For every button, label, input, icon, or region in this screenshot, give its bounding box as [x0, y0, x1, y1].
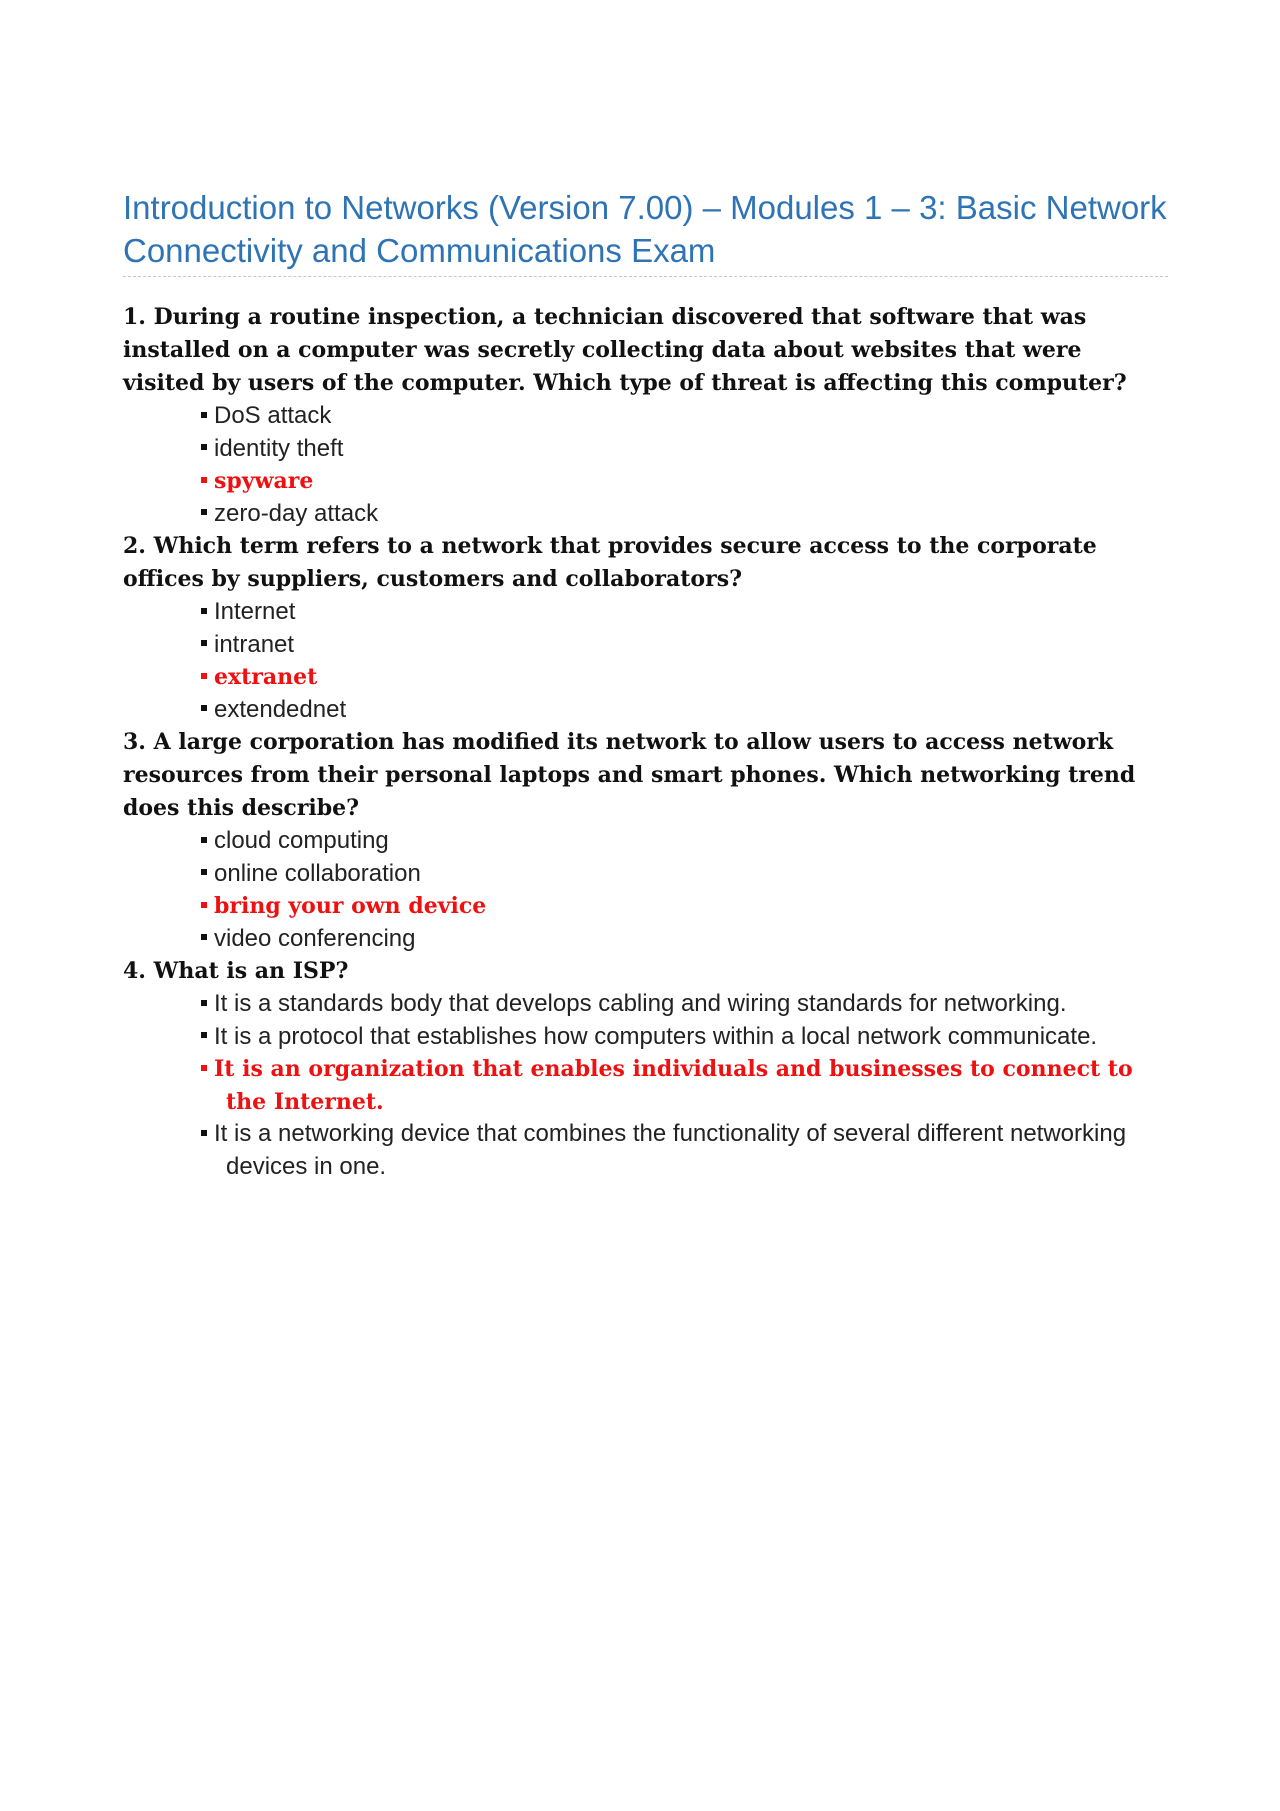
answer-option: It is a protocol that establishes how computers within a local network communicate. [186, 1021, 1168, 1054]
answer-option: intranet [186, 629, 1168, 662]
bullet-icon [201, 1032, 207, 1038]
correct-answer-option: extranet [186, 661, 1168, 694]
document-page [123, 186, 1168, 1183]
bullet-icon [201, 412, 207, 418]
answer-option: cloud computing [186, 825, 1168, 858]
answer-options [123, 596, 1168, 726]
question-1 [123, 301, 1168, 530]
correct-answer-option: It is an organization that enables individuals and businesses to connect to the Internet. [186, 1053, 1168, 1118]
bullet-icon [201, 673, 207, 679]
bullet-icon [201, 705, 207, 711]
question-text: 4. What is an ISP? [123, 958, 349, 984]
bullet-icon [201, 934, 207, 940]
bullet-icon [201, 1065, 207, 1071]
answer-option: extendednet [186, 694, 1168, 727]
question-text: 2. Which term refers to a network that provides secure access to the corporate offices by suppliers, customers and collaborators? [123, 533, 1097, 592]
correct-answer-option: bring your own device [186, 890, 1168, 923]
bullet-icon [201, 477, 207, 483]
answer-option: It is a standards body that develops cabling and wiring standards for networking. [186, 988, 1168, 1021]
bullet-icon [201, 509, 207, 515]
correct-answer-option: spyware [186, 465, 1168, 498]
bullet-icon [201, 837, 207, 843]
answer-options [123, 825, 1168, 955]
answer-option: video conferencing [186, 923, 1168, 956]
answer-option: zero-day attack [186, 498, 1168, 531]
bullet-icon [201, 869, 207, 875]
bullet-icon [201, 902, 207, 908]
answer-options [123, 400, 1168, 530]
answer-option: DoS attack [186, 400, 1168, 433]
bullet-icon [201, 608, 207, 614]
answer-options [123, 988, 1168, 1183]
answer-option: It is a networking device that combines the functionality of several different networking devices in one. [186, 1118, 1168, 1183]
question-4 [123, 955, 1168, 1183]
bullet-icon [201, 640, 207, 646]
bullet-icon [201, 1130, 207, 1136]
answer-option: identity theft [186, 433, 1168, 466]
question-list [123, 301, 1168, 1183]
question-2 [123, 530, 1168, 726]
question-text: 1. During a routine inspection, a technician discovered that software that was installed on a computer was secretly collecting data about websites that were visited by users of the computer. Which type of threat is affecting this computer? [123, 304, 1127, 396]
bullet-icon [201, 1000, 207, 1006]
page-title: Introduction to Networks (Version 7.00) – Modules 1 – 3: Basic Network Connectivity and Communications Exam [123, 186, 1168, 277]
question-text: 3. A large corporation has modified its network to allow users to access network resources from their personal laptops and smart phones. Which networking trend does this describe? [123, 729, 1136, 821]
answer-option: Internet [186, 596, 1168, 629]
question-3 [123, 726, 1168, 955]
answer-option: online collaboration [186, 858, 1168, 891]
bullet-icon [201, 444, 207, 450]
